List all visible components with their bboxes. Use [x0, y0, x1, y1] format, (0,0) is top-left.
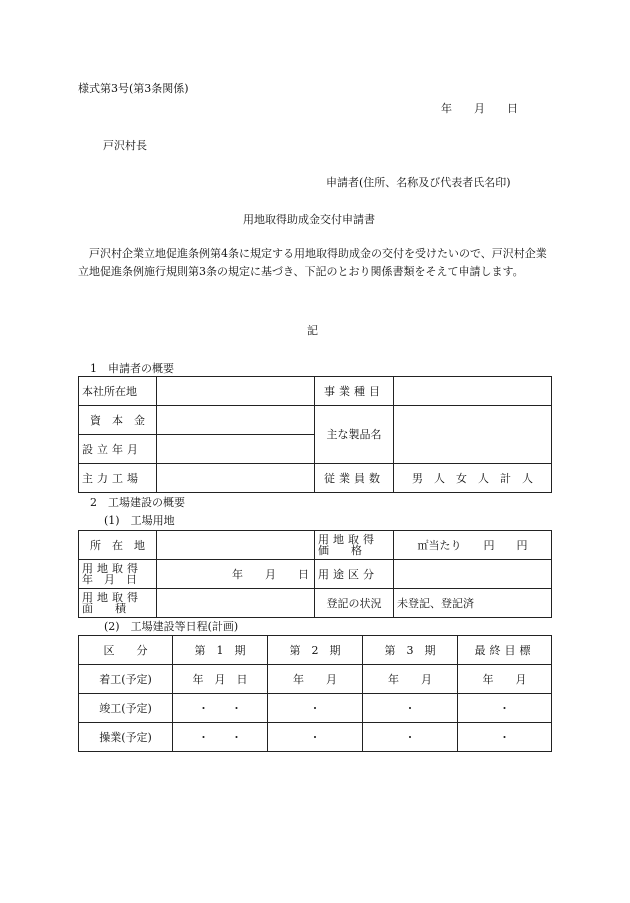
table-row	[79, 694, 552, 723]
row-operation-phase-3[interactable]: ・	[363, 723, 458, 752]
use-value[interactable]	[394, 560, 552, 589]
main-factory-label: 主力工場	[79, 464, 157, 493]
products-label: 主な製品名	[315, 406, 394, 464]
row-complete-label: 竣工(予定)	[79, 694, 173, 723]
schedule-header-phase-3: 第 3 期	[363, 636, 458, 665]
schedule-header-category: 区 分	[79, 636, 173, 665]
hq-label: 本社所在地	[79, 377, 157, 406]
row-operation-final[interactable]: ・	[458, 723, 552, 752]
row-start-phase-1[interactable]: 年 月 日	[173, 665, 268, 694]
main-factory-value[interactable]	[157, 464, 315, 493]
schedule-table	[78, 635, 552, 752]
products-value[interactable]	[394, 406, 552, 464]
area-value[interactable]	[157, 589, 315, 618]
row-complete-phase-1[interactable]: ・ ・	[173, 694, 268, 723]
location-label: 所 在 地	[79, 531, 157, 560]
row-start-final[interactable]: 年 月	[458, 665, 552, 694]
table-row	[79, 665, 552, 694]
schedule-subheading: (2) 工場建設等日程(計画)	[104, 620, 239, 633]
row-start-phase-3[interactable]: 年 月	[363, 665, 458, 694]
section1-heading: 1 申請者の概要	[90, 362, 174, 375]
row-start-phase-2[interactable]: 年 月	[268, 665, 363, 694]
use-label: 用途区分	[315, 560, 394, 589]
factory-land-subheading: (1) 工場用地	[104, 514, 175, 527]
capital-value[interactable]	[157, 406, 315, 435]
ki-note: 記	[307, 324, 318, 337]
form-number: 様式第3号(第3条関係)	[78, 82, 189, 95]
business-label: 事業種目	[315, 377, 394, 406]
row-operation-phase-1[interactable]: ・ ・	[173, 723, 268, 752]
registry-value[interactable]: 未登記、登記済	[394, 589, 552, 618]
applicant-line: 申請者(住所、名称及び代表者氏名印)	[326, 176, 511, 189]
business-value[interactable]	[394, 377, 552, 406]
addressee: 戸沢村長	[103, 139, 147, 152]
row-operation-label: 操業(予定)	[79, 723, 173, 752]
location-value[interactable]	[157, 531, 315, 560]
area-label: 用地取得 面 積	[79, 589, 157, 618]
row-complete-phase-2[interactable]: ・	[268, 694, 363, 723]
row-complete-phase-3[interactable]: ・	[363, 694, 458, 723]
schedule-header-final: 最終目標	[458, 636, 552, 665]
acq-date-label: 用地取得 年 月 日	[79, 560, 157, 589]
applicant-overview-table	[78, 376, 552, 493]
capital-label: 資 本 金	[79, 406, 157, 435]
schedule-header-phase-1: 第 1 期	[173, 636, 268, 665]
hq-value[interactable]	[157, 377, 315, 406]
established-label: 設立年月	[79, 435, 157, 464]
body-paragraph: 戸沢村企業立地促進条例第4条に規定する用地取得助成金の交付を受けたいので、戸沢村企業立地促進条例施行規則第3条の規定に基づき、下記のとおり関係書類をそえて申請します。	[78, 247, 547, 278]
row-start-label: 着工(予定)	[79, 665, 173, 694]
employees-value[interactable]: 男 人 女 人 計 人	[394, 464, 552, 493]
registry-label: 登記の状況	[315, 589, 394, 618]
acq-date-value[interactable]: 年 月 日	[157, 560, 315, 589]
established-value[interactable]	[157, 435, 315, 464]
employees-label: 従業員数	[315, 464, 394, 493]
date-line: 年 月 日	[441, 102, 518, 115]
price-value[interactable]: ㎡当たり 円 円	[394, 531, 552, 560]
row-operation-phase-2[interactable]: ・	[268, 723, 363, 752]
row-complete-final[interactable]: ・	[458, 694, 552, 723]
document-title: 用地取得助成金交付申請書	[243, 213, 375, 226]
price-label: 用地取得 価 格	[315, 531, 394, 560]
schedule-header-phase-2: 第 2 期	[268, 636, 363, 665]
factory-land-table	[78, 530, 552, 618]
table-row	[79, 723, 552, 752]
section2-heading: 2 工場建設の概要	[90, 496, 185, 509]
